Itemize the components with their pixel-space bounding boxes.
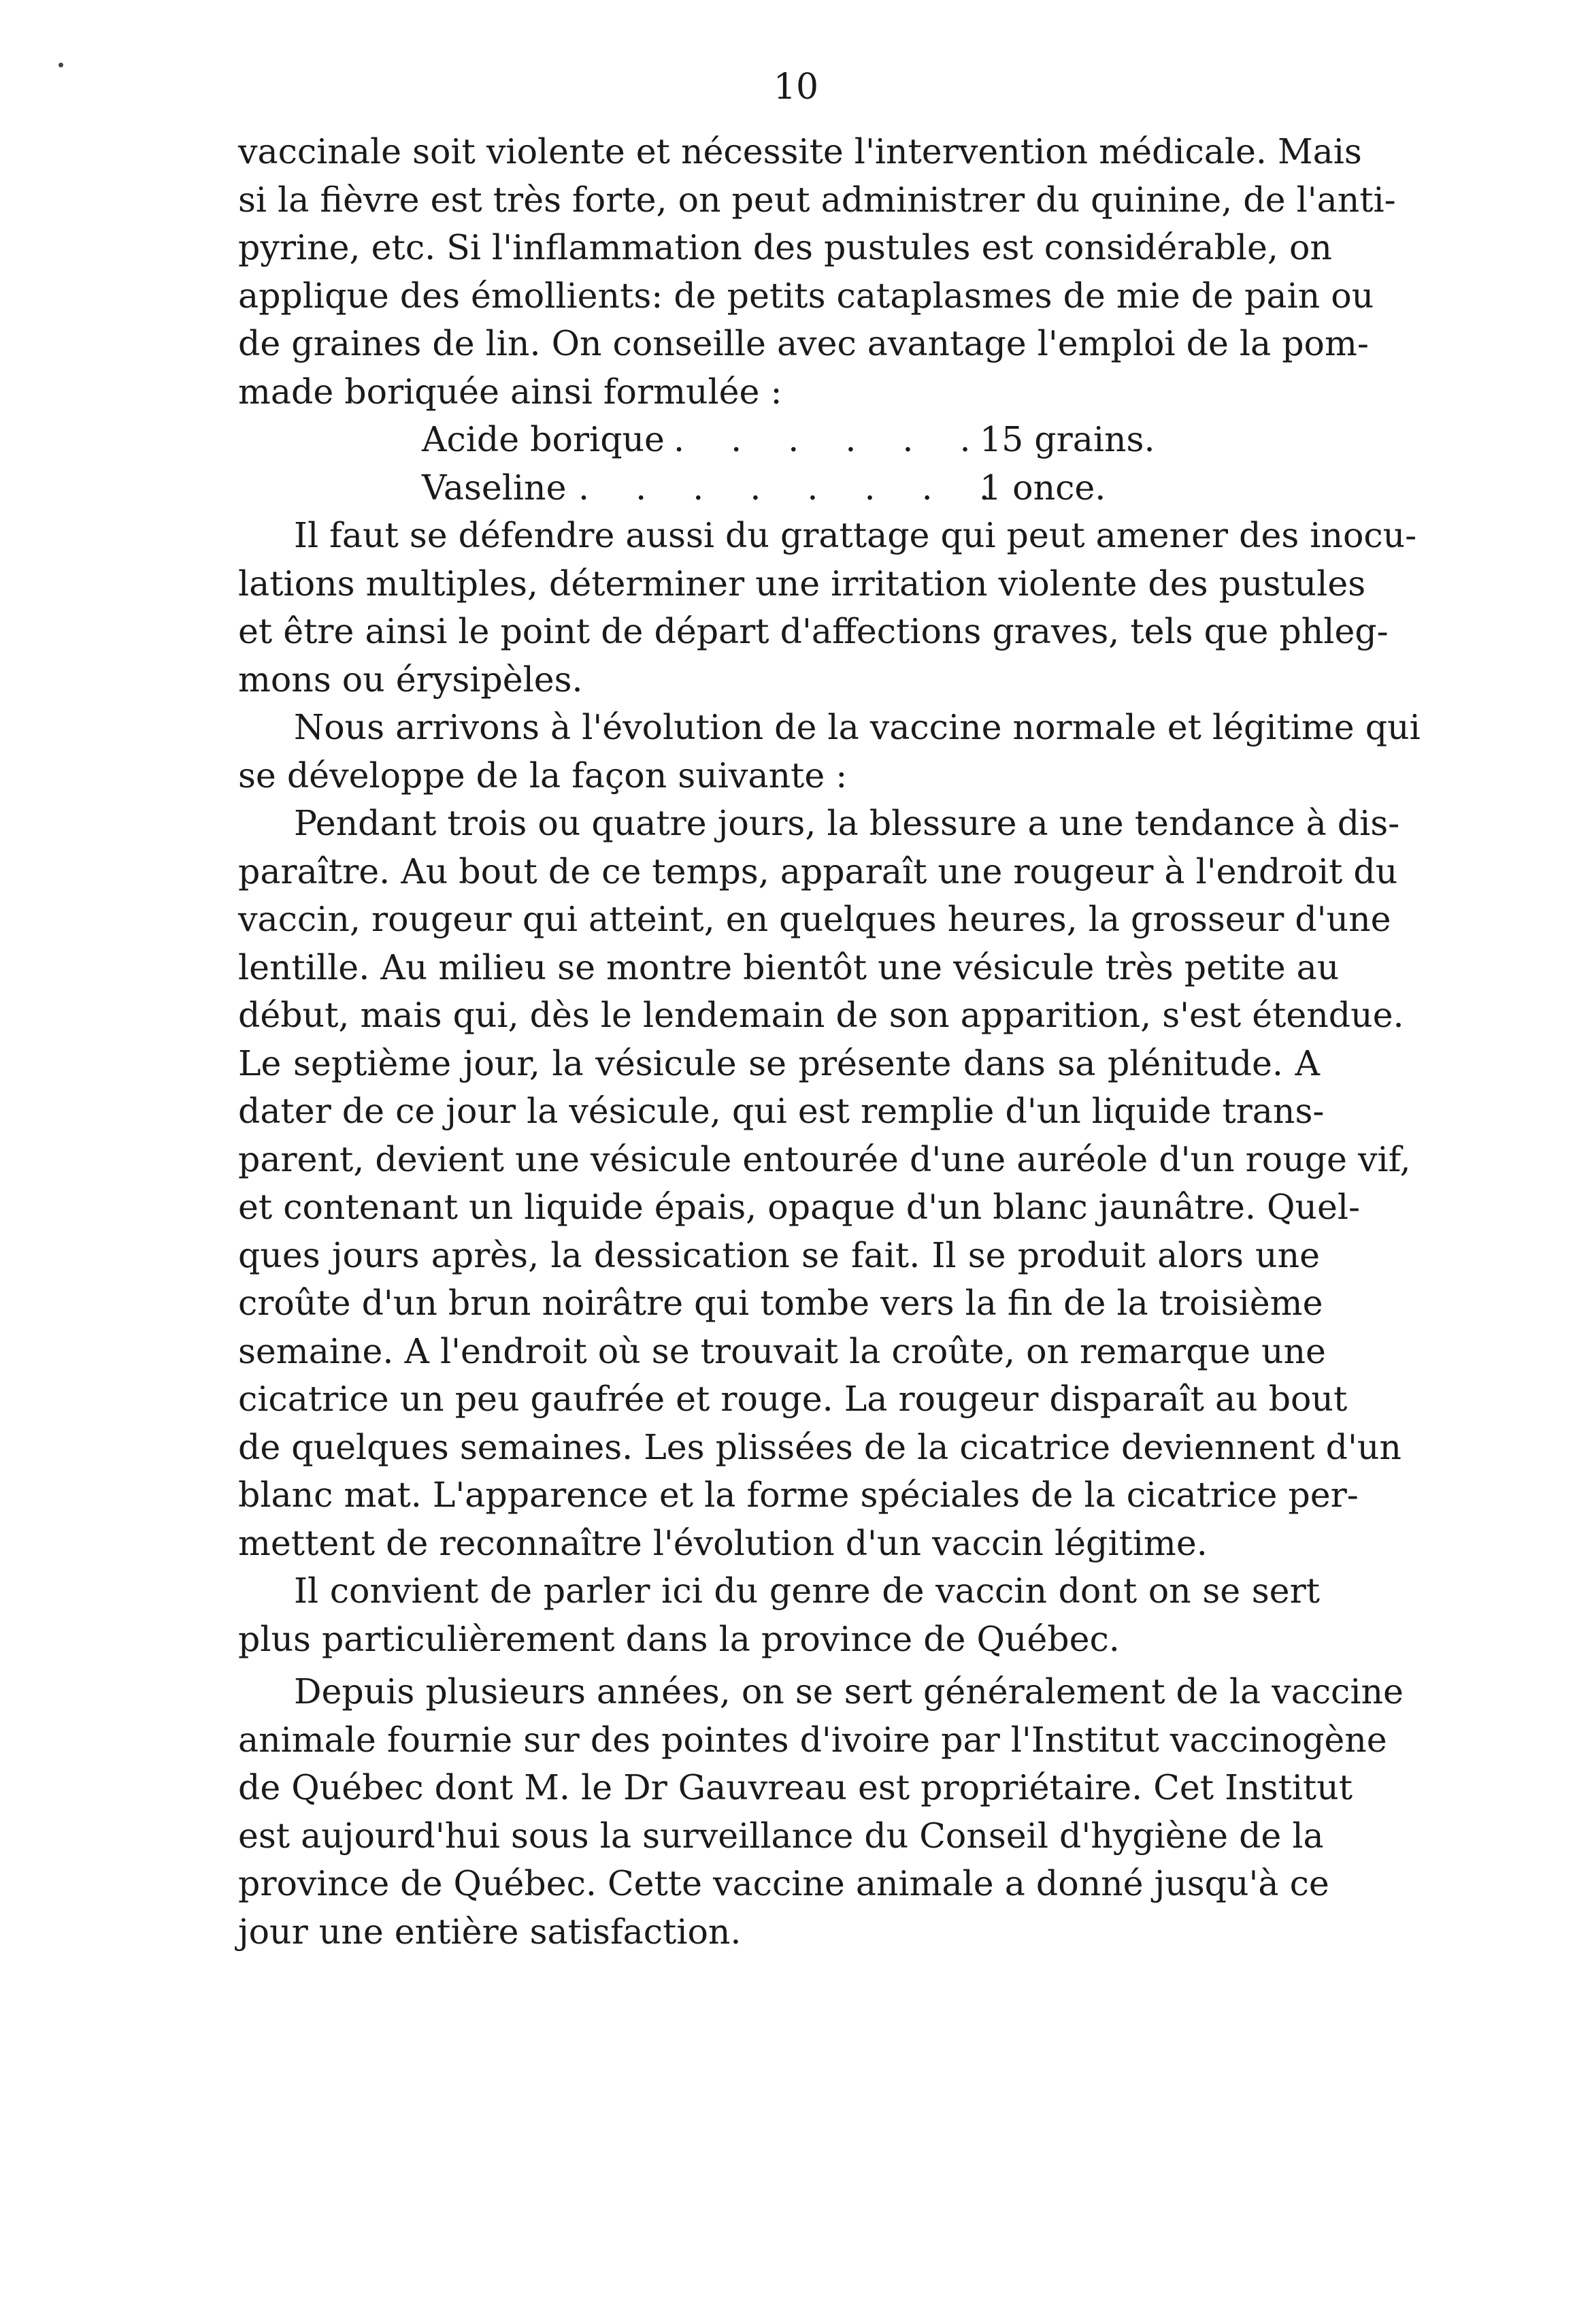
paragraph-5 xyxy=(238,1567,1320,1663)
text-line: dater de ce jour la vésicule, qui est remplie d'un liquide trans- xyxy=(238,1091,1325,1131)
text-line: province de Québec. Cette vaccine animale a donné jusqu'à ce xyxy=(238,1863,1329,1903)
text-line: de Québec dont M. le Dr Gauvreau est propriétaire. Cet Institut xyxy=(238,1767,1353,1807)
paragraph-1 xyxy=(238,128,1396,416)
paragraph-4 xyxy=(238,800,1411,1567)
formula-leader-dots: . . . . . . xyxy=(674,419,989,459)
formula-quantity: 1 once. xyxy=(980,467,1106,508)
text-line: paraître. Au bout de ce temps, apparaît une rougeur à l'endroit du xyxy=(238,851,1398,891)
text-line: made boriquée ainsi formulée : xyxy=(238,371,782,412)
text-line: animale fournie sur des pointes d'ivoire par l'Institut vaccinogène xyxy=(238,1719,1387,1760)
page-number: 10 xyxy=(773,67,819,108)
text-line: lentille. Au milieu se montre bientôt une vésicule très petite au xyxy=(238,947,1340,987)
text-line: semaine. A l'endroit où se trouvait la croûte, on remarque une xyxy=(238,1330,1326,1371)
text-line: plus particulièrement dans la province de Québec. xyxy=(238,1618,1120,1659)
text-line: pyrine, etc. Si l'inflammation des pustules est considérable, on xyxy=(238,227,1332,267)
text-line: et être ainsi le point de départ d'affections graves, tels que phleg- xyxy=(238,611,1389,651)
text-line: de quelques semaines. Les plissées de la cicatrice deviennent d'un xyxy=(238,1426,1402,1467)
text-line: applique des émollients: de petits cataplasmes de mie de pain ou xyxy=(238,275,1374,316)
text-line: Il convient de parler ici du genre de vaccin dont on se sert xyxy=(294,1571,1320,1611)
text-line: de graines de lin. On conseille avec avantage l'emploi de la pom- xyxy=(238,323,1369,363)
text-line: parent, devient une vésicule entourée d'une auréole d'un rouge vif, xyxy=(238,1139,1411,1179)
text-line: Depuis plusieurs années, on se sert généralement de la vaccine xyxy=(294,1671,1404,1712)
text-line: vaccin, rougeur qui atteint, en quelques heures, la grosseur d'une xyxy=(238,899,1391,939)
text-line: mons ou érysipèles. xyxy=(238,659,583,700)
text-line: est aujourd'hui sous la surveillance du Conseil d'hygiène de la xyxy=(238,1815,1324,1856)
text-line: début, mais qui, dès le lendemain de son apparition, s'est étendue. xyxy=(238,995,1404,1035)
text-line: Pendant trois ou quatre jours, la blessure a une tendance à dis- xyxy=(294,803,1400,843)
formula-block xyxy=(238,416,1320,512)
text-line: vaccinale soit violente et nécessite l'intervention médicale. Mais xyxy=(238,131,1362,171)
text-line: blanc mat. L'apparence et la forme spéciales de la cicatrice per- xyxy=(238,1475,1359,1515)
paragraph-3 xyxy=(238,704,1421,800)
paragraph-6 xyxy=(238,1668,1404,1956)
formula-row xyxy=(238,416,1320,464)
text-line: Il faut se défendre aussi du grattage qui peut amener des inocu- xyxy=(294,515,1417,555)
text-line: croûte d'un brun noirâtre qui tombe vers la fin de la troisième xyxy=(238,1283,1323,1323)
body-text xyxy=(238,128,1421,1956)
formula-ingredient: Acide borique xyxy=(422,419,665,459)
text-line: se développe de la façon suivante : xyxy=(238,755,848,796)
formula-ingredient: Vaseline xyxy=(422,467,567,508)
text-line: cicatrice un peu gaufrée et rouge. La rougeur disparaît au bout xyxy=(238,1379,1348,1419)
text-line: et contenant un liquide épais, opaque d'un blanc jaunâtre. Quel- xyxy=(238,1187,1361,1227)
formula-leader-dots: . . . . . . . . xyxy=(578,467,1008,508)
text-line: lations multiples, déterminer une irritation violente des pustules xyxy=(238,563,1366,604)
paragraph-2 xyxy=(238,512,1417,704)
formula-row xyxy=(238,464,1320,512)
text-line: mettent de reconnaître l'évolution d'un vaccin légitime. xyxy=(238,1522,1208,1563)
text-line: Le septième jour, la vésicule se présente dans sa plénitude. A xyxy=(238,1043,1320,1083)
text-line: si la fièvre est très forte, on peut administrer du quinine, de l'anti- xyxy=(238,179,1396,220)
text-line: ques jours après, la dessication se fait. Il se produit alors une xyxy=(238,1234,1320,1275)
text-line: jour une entière satisfaction. xyxy=(238,1911,742,1952)
text-line: Nous arrivons à l'évolution de la vaccine normale et légitime qui xyxy=(294,707,1421,747)
formula-quantity: 15 grains. xyxy=(980,419,1155,459)
